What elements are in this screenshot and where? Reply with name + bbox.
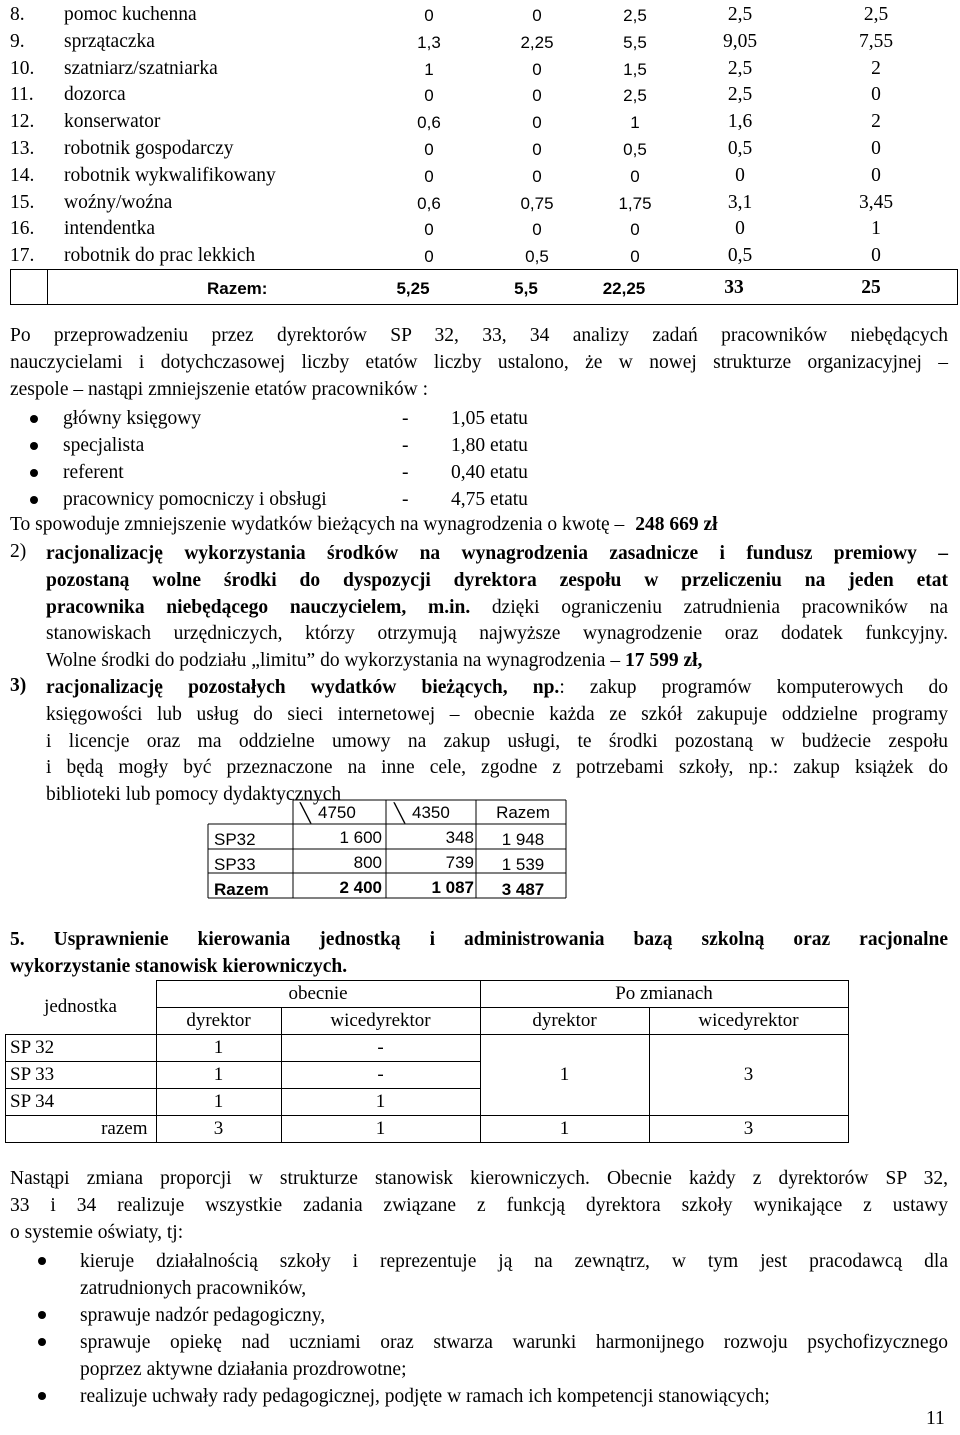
point2-line: pozostaną wolne środki do dyspozycji dyrektora zespołu w przeliczeniu na jeden etat bbox=[46, 569, 948, 591]
staff-cell-name: dozorca bbox=[64, 84, 126, 106]
staff-cell-name: woźny/woźna bbox=[64, 191, 173, 213]
staff-cell-c3: 2,5 bbox=[623, 86, 647, 106]
budget-row-label: Razem bbox=[214, 880, 269, 899]
staff-cell-c4: 9,05 bbox=[722, 30, 758, 52]
staff-cell-c1: 0 bbox=[424, 220, 434, 240]
staff-cell-c1: 0 bbox=[424, 6, 434, 25]
total-cell: 1 bbox=[281, 1116, 480, 1143]
unit-cell: SP 34 bbox=[6, 1089, 157, 1116]
staff-row bbox=[10, 28, 958, 55]
staff-cell-c1: 0,6 bbox=[417, 193, 441, 213]
budget-cell: 800 bbox=[353, 853, 382, 872]
staff-row bbox=[10, 81, 958, 108]
staff-cell-name: robotnik do prac lekkich bbox=[64, 245, 256, 267]
staff-cell-c1: 0 bbox=[424, 247, 434, 267]
duty-line: zatrudnionych pracowników, bbox=[80, 1277, 307, 1299]
point2-line: racjonalizację wykorzystania środków na wynagrodzenia zasadnicze i fundusz premiowy – bbox=[46, 543, 948, 564]
staff-row bbox=[10, 215, 958, 242]
staff-cell-c3: 1,75 bbox=[618, 193, 652, 213]
staff-cell-c5: 0 bbox=[871, 137, 881, 159]
staff-total-label: Razem: bbox=[207, 279, 268, 298]
staff-row bbox=[10, 242, 958, 269]
staff-cell-c1: 0 bbox=[424, 86, 434, 106]
after-director-cell: 1 bbox=[480, 1035, 649, 1116]
savings-line bbox=[10, 514, 718, 536]
budget-cell: 3 487 bbox=[501, 880, 545, 899]
staff-cell-c3: 0 bbox=[630, 220, 640, 240]
staff-cell-c4: 0 bbox=[735, 164, 745, 186]
staff-cell-num: 13. bbox=[10, 137, 35, 159]
reduction-item bbox=[30, 432, 590, 458]
point3-line: biblioteki lub pomocy dydaktycznych bbox=[46, 784, 342, 806]
staff-cell-c3: 5,5 bbox=[623, 32, 647, 52]
bullet-icon bbox=[38, 1257, 46, 1265]
budget-header: Razem bbox=[496, 803, 550, 822]
reduction-dash: - bbox=[402, 408, 409, 429]
staff-cell-num: 15. bbox=[10, 191, 35, 213]
total-cell: 1 bbox=[480, 1116, 649, 1143]
budget-cell: 1 539 bbox=[501, 855, 545, 874]
unit-cell: SP 33 bbox=[6, 1062, 157, 1089]
staff-cell-name: robotnik gospodarczy bbox=[64, 137, 234, 159]
reduction-label: główny księgowy bbox=[63, 408, 202, 429]
value-cell: 1 bbox=[281, 1089, 480, 1116]
staff-cell-c1: 0,6 bbox=[417, 113, 441, 133]
staff-cell-c5: 0 bbox=[871, 164, 881, 186]
reduction-value: 1,80 etatu bbox=[451, 435, 528, 456]
staff-total-c2: 5,5 bbox=[514, 279, 538, 298]
bullet-icon bbox=[38, 1311, 46, 1319]
staff-cell-num: 16. bbox=[10, 218, 35, 240]
col-unit-header: jednostka bbox=[6, 981, 157, 1035]
point3-number: 3) bbox=[10, 675, 27, 696]
budget-header: 4750 bbox=[318, 803, 356, 822]
staff-cell-name: sprzątaczka bbox=[64, 30, 155, 52]
value-cell: - bbox=[281, 1035, 480, 1062]
sub-header: wicedyrektor bbox=[281, 1008, 480, 1035]
section5-line: wykorzystanie stanowisk kierowniczych. bbox=[10, 955, 348, 977]
sub-header: dyrektor bbox=[156, 1008, 281, 1035]
intro-paragraph bbox=[10, 323, 948, 403]
staff-cell-c4: 0 bbox=[735, 218, 745, 240]
staff-cell-num: 10. bbox=[10, 57, 35, 79]
header-mark-icon: ╲ bbox=[394, 803, 405, 823]
sub-header: wicedyrektor bbox=[649, 1008, 848, 1035]
staff-cell-c1: 0 bbox=[424, 139, 434, 159]
leadership-table bbox=[5, 980, 849, 1143]
staff-cell-num: 12. bbox=[10, 111, 35, 133]
budget-cell: 1 087 bbox=[431, 878, 474, 897]
group-now-header: obecnie bbox=[156, 981, 480, 1008]
value-cell: 1 bbox=[156, 1089, 281, 1116]
budget-cell: 2 400 bbox=[339, 878, 382, 897]
savings-text: To spowoduje zmniejszenie wydatków bieżących na wynagrodzenia o kwotę – bbox=[10, 514, 625, 535]
staff-total-c5: 25 bbox=[861, 277, 881, 298]
staff-cell-c2: 0 bbox=[532, 220, 542, 240]
reduction-dash: - bbox=[402, 462, 409, 483]
staff-row bbox=[10, 1, 958, 28]
duty-line: poprzez aktywne działania prozdrowotne; bbox=[80, 1358, 407, 1380]
intro-line: nauczycielami i dotychczasowej liczby etatów liczby ustalono, że w nowej strukturze organizacyjnej – bbox=[10, 351, 948, 373]
closing-line: o systemie oświaty, tj: bbox=[10, 1221, 184, 1243]
staff-cell-c5: 2 bbox=[871, 111, 881, 133]
staff-cell-c5: 2 bbox=[871, 57, 881, 79]
bullet-icon bbox=[30, 469, 38, 477]
after-deputy-cell: 3 bbox=[649, 1035, 848, 1116]
staff-cell-c5: 2,5 bbox=[863, 4, 889, 25]
point3-line1: racjonalizację pozostałych wydatków bieżących, np.: zakup programów komputerowych do bbox=[46, 677, 948, 698]
total-label-cell: razem bbox=[6, 1116, 157, 1143]
staff-cell-c2: 0,75 bbox=[520, 193, 554, 213]
staff-row bbox=[10, 55, 958, 82]
staff-total-c1: 5,25 bbox=[396, 279, 430, 298]
reduction-label: pracownicy pomocniczy i obsługi bbox=[63, 489, 327, 510]
section5-line: 5. Usprawnienie kierowania jednostką i administrowania bazą szkolną oraz racjonalne bbox=[10, 929, 948, 950]
staff-cell-c4: 3,1 bbox=[727, 191, 753, 213]
point2-bold-text bbox=[46, 541, 948, 595]
staff-cell-c2: 0 bbox=[532, 86, 542, 106]
value-cell: - bbox=[281, 1062, 480, 1089]
reduction-value: 0,40 etatu bbox=[451, 462, 528, 483]
header-mark-icon: ╲ bbox=[300, 803, 311, 823]
point2-continued bbox=[46, 595, 948, 675]
savings-amount: 248 669 zł bbox=[635, 514, 718, 535]
closing-paragraph bbox=[10, 1166, 948, 1246]
sub-header: dyrektor bbox=[480, 1008, 649, 1035]
staff-cell-c4: 1,6 bbox=[727, 111, 753, 133]
staff-cell-c2: 0 bbox=[532, 139, 542, 159]
staff-cell-num: 9. bbox=[10, 30, 25, 52]
point3-line: i będą mogły być przeznaczone na inne cele, zgodne z potrzebami szkoły, np.: zakup książek do bbox=[46, 757, 948, 779]
staff-cell-name: pomoc kuchenna bbox=[64, 4, 197, 25]
staff-cell-num: 8. bbox=[10, 4, 25, 25]
intro-line: Po przeprowadzeniu przez dyrektorów SP 32, 33, 34 analizy zadań pracowników niebędących bbox=[10, 325, 948, 346]
staff-cell-name: robotnik wykwalifikowany bbox=[64, 164, 276, 186]
staff-cell-c2: 0 bbox=[532, 113, 542, 133]
staff-cell-num: 11. bbox=[10, 84, 34, 106]
staff-cell-name: konserwator bbox=[64, 111, 161, 133]
duty-line: sprawuje opiekę nad uczniami oraz stwarza warunki harmonijnego rozwoju psychofizycznego bbox=[80, 1332, 948, 1353]
budget-cell: 1 948 bbox=[501, 830, 545, 849]
staff-total-row bbox=[10, 269, 958, 305]
reduction-label: specjalista bbox=[63, 435, 145, 456]
staff-cell-c2: 2,25 bbox=[520, 32, 554, 52]
bullet-icon bbox=[30, 496, 38, 504]
bullet-icon bbox=[30, 415, 38, 423]
budget-row-label: SP32 bbox=[214, 830, 256, 849]
staff-cell-c1: 1,3 bbox=[417, 32, 441, 52]
reduction-item bbox=[30, 459, 590, 485]
staff-cell-c2: 0,5 bbox=[525, 247, 549, 267]
budget-cell: 1 600 bbox=[339, 828, 382, 847]
staff-cell-c3: 0 bbox=[630, 166, 640, 186]
staff-cell-c5: 7,55 bbox=[858, 30, 894, 52]
reduction-dash: - bbox=[402, 435, 409, 456]
staff-cell-c3: 2,5 bbox=[623, 6, 647, 25]
staff-total-c3: 22,25 bbox=[602, 279, 646, 298]
staff-row bbox=[10, 135, 958, 162]
reduction-label: referent bbox=[63, 462, 124, 483]
point3-line: i licencje oraz ma oddzielne umowy na zakup usługi, te środki pozostaną w budżecie zespołu bbox=[46, 730, 948, 752]
reduction-item bbox=[30, 405, 590, 431]
closing-line: Nastąpi zmiana proporcji w strukturze stanowisk kierowniczych. Obecnie każdy z dyrektorów SP 32, bbox=[10, 1168, 948, 1189]
staff-cell-c5: 0 bbox=[871, 245, 881, 267]
duty-line: kieruje działalnością szkoły i reprezentuje ją na zewnątrz, w tym jest pracodawcą dla bbox=[80, 1251, 948, 1272]
section5-heading bbox=[10, 927, 948, 981]
reduction-item bbox=[30, 486, 590, 512]
reduction-value: 4,75 etatu bbox=[451, 489, 528, 510]
staff-cell-c1: 1 bbox=[424, 59, 434, 79]
total-cell: 3 bbox=[649, 1116, 848, 1143]
staff-table bbox=[10, 1, 958, 298]
bullet-icon bbox=[38, 1338, 46, 1346]
staff-cell-c1: 0 bbox=[424, 166, 434, 186]
bullet-icon bbox=[38, 1392, 46, 1400]
staff-cell-c2: 0 bbox=[532, 59, 542, 79]
staff-row bbox=[10, 162, 958, 189]
staff-cell-name: intendentka bbox=[64, 218, 155, 240]
staff-total-c4: 33 bbox=[724, 277, 744, 298]
staff-cell-c5: 0 bbox=[871, 84, 881, 106]
staff-cell-num: 14. bbox=[10, 164, 35, 186]
point3-line: księgowości lub usług do sieci internetowej – obecnie każda ze szkół zakupuje oddzielne programy bbox=[46, 703, 948, 725]
staff-cell-c3: 0 bbox=[630, 247, 640, 267]
closing-line: 33 i 34 realizuje wszystkie zadania związane z funkcją dyrektora szkoły wynikające z ustawy bbox=[10, 1194, 948, 1216]
staff-cell-name: szatniarz/szatniarka bbox=[64, 57, 218, 79]
staff-row bbox=[10, 108, 958, 135]
staff-cell-c5: 3,45 bbox=[858, 191, 894, 213]
group-after-header: Po zmianach bbox=[480, 981, 848, 1008]
value-cell: 1 bbox=[156, 1062, 281, 1089]
intro-line: zespole – nastąpi zmniejszenie etatów pracowników : bbox=[10, 378, 429, 400]
total-cell: 3 bbox=[156, 1116, 281, 1143]
reduction-dash: - bbox=[402, 489, 409, 510]
staff-cell-c4: 0,5 bbox=[727, 137, 753, 159]
staff-row bbox=[10, 189, 958, 216]
staff-cell-c4: 2,5 bbox=[727, 4, 753, 25]
staff-cell-c3: 1 bbox=[630, 113, 640, 133]
budget-header: 4350 bbox=[412, 803, 450, 822]
page-number: 11 bbox=[926, 1408, 945, 1429]
staff-cell-c4: 2,5 bbox=[727, 84, 753, 106]
point2-line: stanowiskach urzędniczych, którzy otrzymują najwyższe wynagrodzenie oraz dodatek funkcyjny. bbox=[46, 623, 948, 645]
staff-cell-num: 17. bbox=[10, 245, 35, 267]
budget-row-label: SP33 bbox=[214, 855, 256, 874]
duty-line: sprawuje nadzór pedagogiczny, bbox=[80, 1305, 326, 1326]
budget-cell: 348 bbox=[445, 828, 474, 847]
value-cell: 1 bbox=[156, 1035, 281, 1062]
staff-cell-c2: 0 bbox=[532, 166, 542, 186]
duty-line: realizuje uchwały rady pedagogicznej, podjęte w ramach ich kompetencji stanowiących; bbox=[80, 1386, 770, 1407]
staff-cell-c2: 0 bbox=[532, 6, 542, 25]
point3-paragraph bbox=[46, 675, 948, 809]
staff-cell-c3: 0,5 bbox=[623, 139, 647, 159]
staff-cell-c5: 1 bbox=[871, 218, 881, 240]
staff-cell-c4: 0,5 bbox=[727, 245, 753, 267]
unit-cell: SP 32 bbox=[6, 1035, 157, 1062]
point2-number: 2) bbox=[10, 541, 27, 562]
staff-cell-c4: 2,5 bbox=[727, 57, 753, 79]
reduction-value: 1,05 etatu bbox=[451, 408, 528, 429]
point2-line5: Wolne środki do podziału „limitu” do wykorzystania na wynagrodzenia – 17 599 zł, bbox=[46, 650, 703, 672]
bullet-icon bbox=[30, 442, 38, 450]
point2-line3: pracownika niebędącego nauczycielem, m.in. dzięki ograniczeniu zatrudnienia pracowników na bbox=[46, 596, 948, 618]
budget-cell: 739 bbox=[445, 853, 474, 872]
staff-cell-c3: 1,5 bbox=[623, 59, 647, 79]
